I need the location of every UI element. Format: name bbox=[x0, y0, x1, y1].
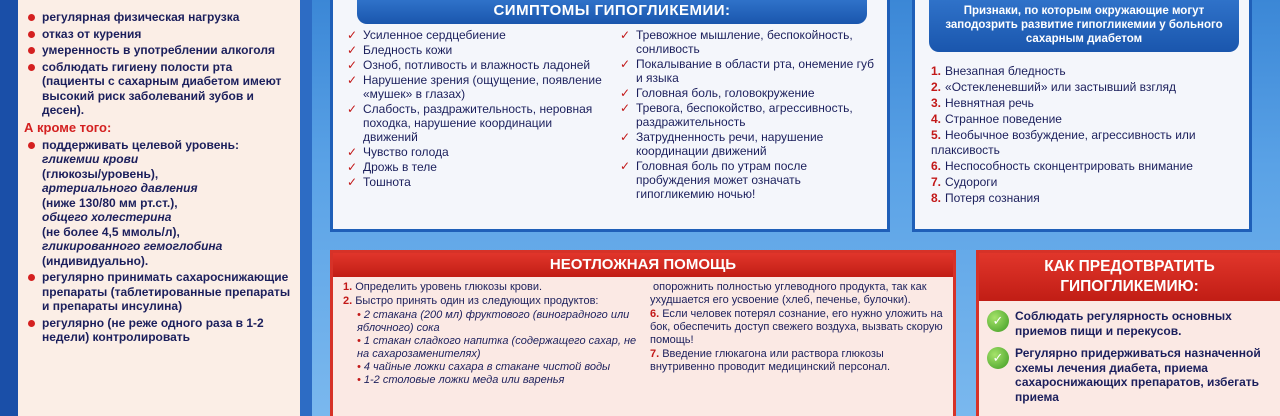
sign-number: 3. bbox=[931, 96, 942, 110]
symptoms-panel bbox=[330, 0, 890, 232]
signs-panel bbox=[912, 0, 1252, 232]
symptom-item: ✓ Головная боль по утрам после пробуждения может означать гипогликемию ночью! bbox=[620, 159, 879, 201]
sign-number: 8. bbox=[931, 190, 942, 205]
bullet-dot-icon: • bbox=[357, 335, 361, 347]
symptom-item: ✓ Чувство голода bbox=[347, 145, 606, 159]
prevention-list bbox=[987, 309, 1274, 412]
target-label: гликемии крови bbox=[42, 152, 139, 166]
sign-text: Потеря сознания bbox=[945, 190, 1040, 205]
symptom-item: ✓ Головная боль, головокружение bbox=[620, 86, 879, 100]
target-value: (ниже 130/80 мм рт.ст.), bbox=[42, 195, 178, 210]
sign-item bbox=[931, 80, 1239, 95]
left-bullet-text: поддерживать целевой уровень: bbox=[42, 137, 240, 152]
emergency-help-title: НЕОТЛОЖНАЯ ПОМОЩЬ bbox=[333, 253, 953, 277]
symptom-item: ✓ Тревожное мышление, беспокойность, сонливость bbox=[620, 28, 879, 56]
symptom-item: ✓ Тревога, беспокойство, агрессивность, раздражительность bbox=[620, 101, 879, 129]
left-bullet-targets bbox=[24, 138, 294, 269]
help-step bbox=[343, 295, 638, 308]
signs-list bbox=[931, 64, 1239, 207]
sign-item bbox=[931, 175, 1239, 190]
help-step bbox=[650, 308, 945, 347]
help-step bbox=[650, 281, 945, 307]
bullet-dot-icon: • bbox=[357, 309, 361, 321]
symptom-item: ✓ Озноб, потливость и влажность ладоней bbox=[347, 58, 606, 72]
target-label: артериального давления bbox=[42, 181, 198, 195]
symptom-item: ✓ Бледность кожи bbox=[347, 43, 606, 57]
help-step-number: 2. bbox=[343, 295, 353, 307]
symptom-item: ✓ Нарушение зрения (ощущение, появление «мушек» в глазах) bbox=[347, 73, 606, 101]
symptoms-column-1 bbox=[347, 28, 606, 202]
left-bullet: умеренность в употреблении алкоголя bbox=[24, 43, 294, 58]
sign-item bbox=[931, 159, 1239, 174]
sign-text: Необычное возбуждение, агрессивность или плаксивость bbox=[931, 128, 1196, 157]
target-value: (индивидуально). bbox=[42, 253, 149, 268]
help-step-number: 1. bbox=[343, 281, 353, 293]
symptom-item: ✓ Тошнота bbox=[347, 175, 606, 189]
help-sub-item bbox=[343, 335, 638, 361]
sign-number: 7. bbox=[931, 174, 942, 189]
sign-number: 4. bbox=[931, 112, 942, 126]
prevention-text: Регулярно придерживаться назначенной схемы лечения диабета, приема сахароснижающих препаратов, избегать приема bbox=[1015, 346, 1261, 404]
left-column bbox=[0, 0, 312, 416]
check-circle-icon: ✓ bbox=[987, 347, 1009, 369]
help-sub-text: 2 стакана (200 мл) фруктового (виноградного или яблочного) сока bbox=[357, 309, 630, 334]
sign-item bbox=[931, 64, 1239, 79]
emergency-help-column-1 bbox=[343, 281, 638, 387]
help-sub-text: 4 чайные ложки сахара в стакане чистой воды bbox=[363, 361, 611, 373]
help-step bbox=[343, 281, 638, 294]
sign-number: 1. bbox=[931, 64, 942, 78]
help-step-number: 6. bbox=[650, 308, 660, 320]
target-value: (глюкозы/уровень), bbox=[42, 166, 159, 181]
help-step-number: 7. bbox=[650, 348, 660, 360]
symptoms-title: СИМПТОМЫ ГИПОГЛИКЕМИИ: bbox=[357, 0, 867, 24]
emergency-help-panel bbox=[330, 250, 956, 416]
prevention-title: КАК ПРЕДОТВРАТИТЬ ГИПОГЛИКЕМИЮ: bbox=[979, 253, 1280, 301]
left-bullet: отказ от курения bbox=[24, 27, 294, 42]
sign-text: Странное поведение bbox=[945, 112, 1062, 126]
sign-item bbox=[931, 128, 1239, 157]
symptom-item: ✓ Затрудненность речи, нарушение координации движений bbox=[620, 130, 879, 158]
prevention-panel bbox=[976, 250, 1280, 416]
prevention-text: Соблюдать регулярность основных приемов пищи и перекусов. bbox=[1015, 309, 1232, 338]
symptom-item: ✓ Усиленное сердцебиение bbox=[347, 28, 606, 42]
help-sub-item bbox=[343, 309, 638, 335]
help-step-text: Быстро принять один из следующих продуктов: bbox=[355, 295, 599, 307]
help-sub-item bbox=[343, 361, 638, 374]
sign-item bbox=[931, 112, 1239, 127]
left-bullet: соблюдать гигиену полости рта (пациенты с сахарным диабетом имеют высокий риск заболеваний зубов и десен). bbox=[24, 60, 294, 118]
emergency-help-column-2 bbox=[650, 281, 945, 387]
sign-item bbox=[931, 191, 1239, 206]
sign-text: Невнятная речь bbox=[945, 96, 1034, 110]
help-sub-item bbox=[343, 374, 638, 387]
symptoms-columns bbox=[347, 28, 879, 202]
help-step-text: Введение глюкагона или раствора глюкозы внутривенно проводит медицинский персонал. bbox=[650, 348, 891, 373]
prevention-item bbox=[987, 309, 1274, 338]
symptom-item: ✓ Покалывание в области рта, онемение губ и языка bbox=[620, 57, 879, 85]
left-bullet: регулярная физическая нагрузка bbox=[24, 10, 294, 25]
help-step bbox=[650, 348, 945, 374]
sign-number: 2. bbox=[931, 80, 942, 94]
sign-text: «Остекленевший» или застывший взгляд bbox=[945, 80, 1176, 94]
symptoms-column-2 bbox=[620, 28, 879, 202]
help-sub-text: 1 стакан сладкого напитка (содержащего сахар, не на сахарозаменителях) bbox=[357, 335, 637, 360]
sign-item bbox=[931, 96, 1239, 111]
emergency-help-columns bbox=[343, 281, 945, 387]
sign-text: Судороги bbox=[945, 174, 998, 189]
help-step-text: Определить уровень глюкозы крови. bbox=[355, 281, 543, 293]
symptom-item: ✓ Слабость, раздражительность, неровная походка, нарушение координации движений bbox=[347, 102, 606, 144]
sign-number: 6. bbox=[931, 158, 942, 173]
help-step-text: Если человек потерял сознание, его нужно уложить на бок, обеспечить доступ свежего воздуха, вызвать скорую помощь! bbox=[650, 308, 943, 346]
bullet-dot-icon: • bbox=[357, 361, 361, 373]
target-label: гликированного гемоглобина bbox=[42, 239, 223, 253]
left-column-content bbox=[20, 0, 300, 416]
sign-number: 5. bbox=[931, 128, 942, 142]
target-label: общего холестерина bbox=[42, 210, 172, 224]
left-bullet: регулярно (не реже одного раза в 1-2 недели) контролировать bbox=[24, 316, 294, 345]
help-step-text: опорожнить полностью углеводного продукта, так как ухудшается его усвоение (хлеб, печенье, булочки). bbox=[650, 281, 927, 306]
symptom-item: ✓ Дрожь в теле bbox=[347, 160, 606, 174]
left-subheading: А кроме того: bbox=[24, 119, 112, 135]
sign-text: Неспособность сконцентрировать внимание bbox=[945, 158, 1193, 173]
prevention-item bbox=[987, 346, 1274, 404]
check-circle-icon: ✓ bbox=[987, 310, 1009, 332]
help-sub-text: 1-2 столовые ложки меда или варенья bbox=[363, 374, 565, 386]
left-bullet: регулярно принимать сахароснижающие препараты (таблетированные препараты и препараты инсулина) bbox=[24, 270, 294, 314]
sign-text: Внезапная бледность bbox=[945, 64, 1066, 78]
target-value: (не более 4,5 ммоль/л), bbox=[42, 224, 180, 239]
signs-title: Признаки, по которым окружающие могут заподозрить развитие гипогликемии у больного сахарным диабетом bbox=[929, 0, 1239, 52]
bullet-dot-icon: • bbox=[357, 374, 361, 386]
